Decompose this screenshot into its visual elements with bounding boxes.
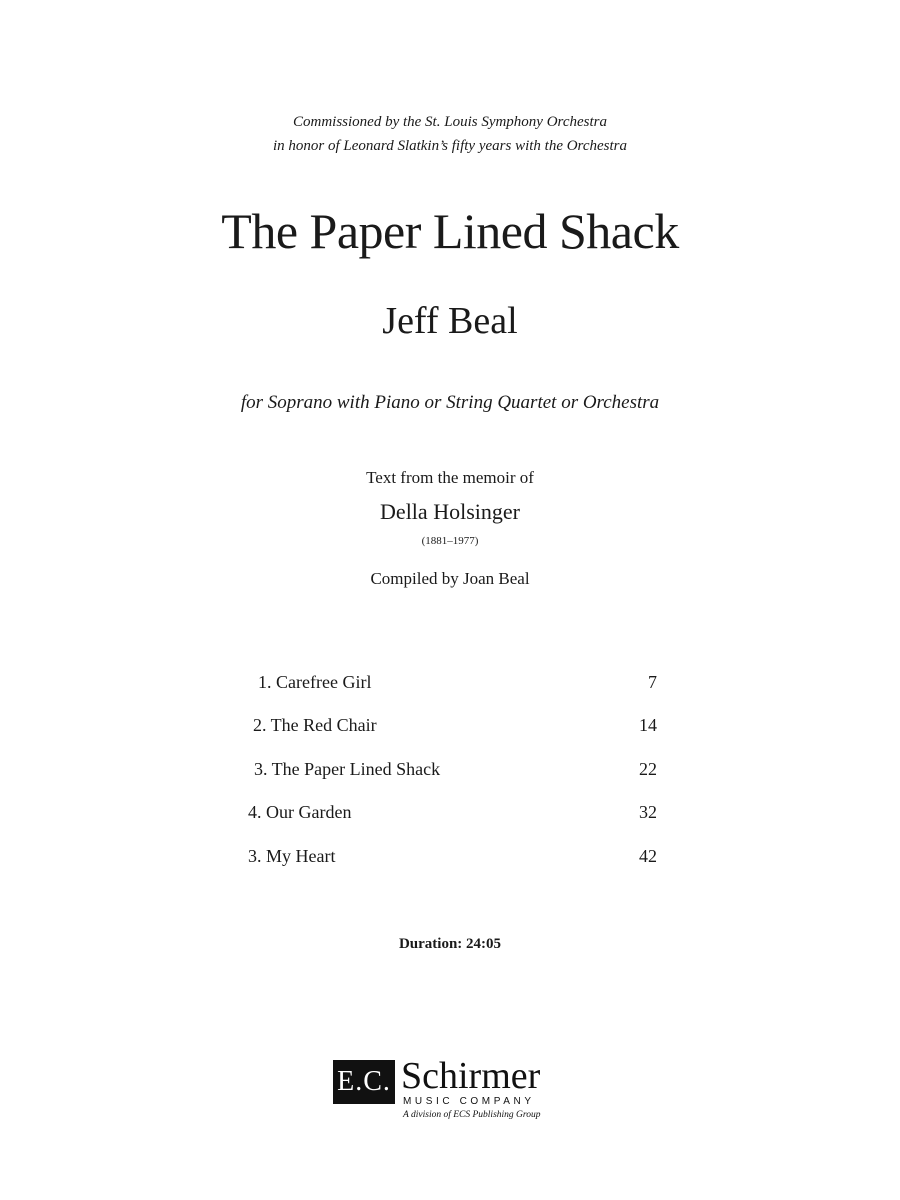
toc-page: 7 (648, 672, 657, 692)
toc-page: 22 (639, 759, 657, 779)
publisher-subtitle: MUSIC COMPANY (403, 1096, 535, 1107)
toc-page: 14 (639, 715, 657, 735)
duration: Duration: 24:05 (398, 936, 502, 952)
text-source-intro: Text from the memoir of (366, 468, 534, 487)
compiled-by: Compiled by Joan Beal (370, 569, 530, 588)
publisher-logo (333, 1055, 573, 1124)
toc-title: 3. My Heart (248, 846, 336, 866)
commission-line-1: Commissioned by the St. Louis Symphony Orchestra (292, 114, 607, 130)
toc-row (0, 710, 900, 740)
toc-row (0, 797, 900, 827)
toc-title: 2. The Red Chair (253, 715, 377, 735)
publisher-division: A division of ECS Publishing Group (403, 1110, 541, 1120)
toc-row (0, 841, 900, 871)
toc-page: 42 (639, 846, 657, 866)
toc-title: 3. The Paper Lined Shack (254, 759, 441, 779)
toc-row (0, 754, 900, 784)
work-title: The Paper Lined Shack (221, 203, 679, 259)
composer-name: Jeff Beal (382, 300, 518, 342)
toc-page: 32 (639, 802, 657, 822)
publisher-initials: E.C. (333, 1060, 395, 1104)
instrumentation: for Soprano with Piano or String Quartet or Orchestra (240, 392, 660, 413)
toc-row (0, 667, 900, 697)
commission-line-2: in honor of Leonard Slatkin’s fifty years with the Orchestra (272, 138, 628, 154)
toc-title: 4. Our Garden (248, 802, 352, 822)
text-author: Della Holsinger (380, 499, 520, 524)
author-dates: (1881–1977) (421, 535, 479, 547)
publisher-name: Schirmer (401, 1055, 541, 1097)
toc-title: 1. Carefree Girl (258, 672, 372, 692)
